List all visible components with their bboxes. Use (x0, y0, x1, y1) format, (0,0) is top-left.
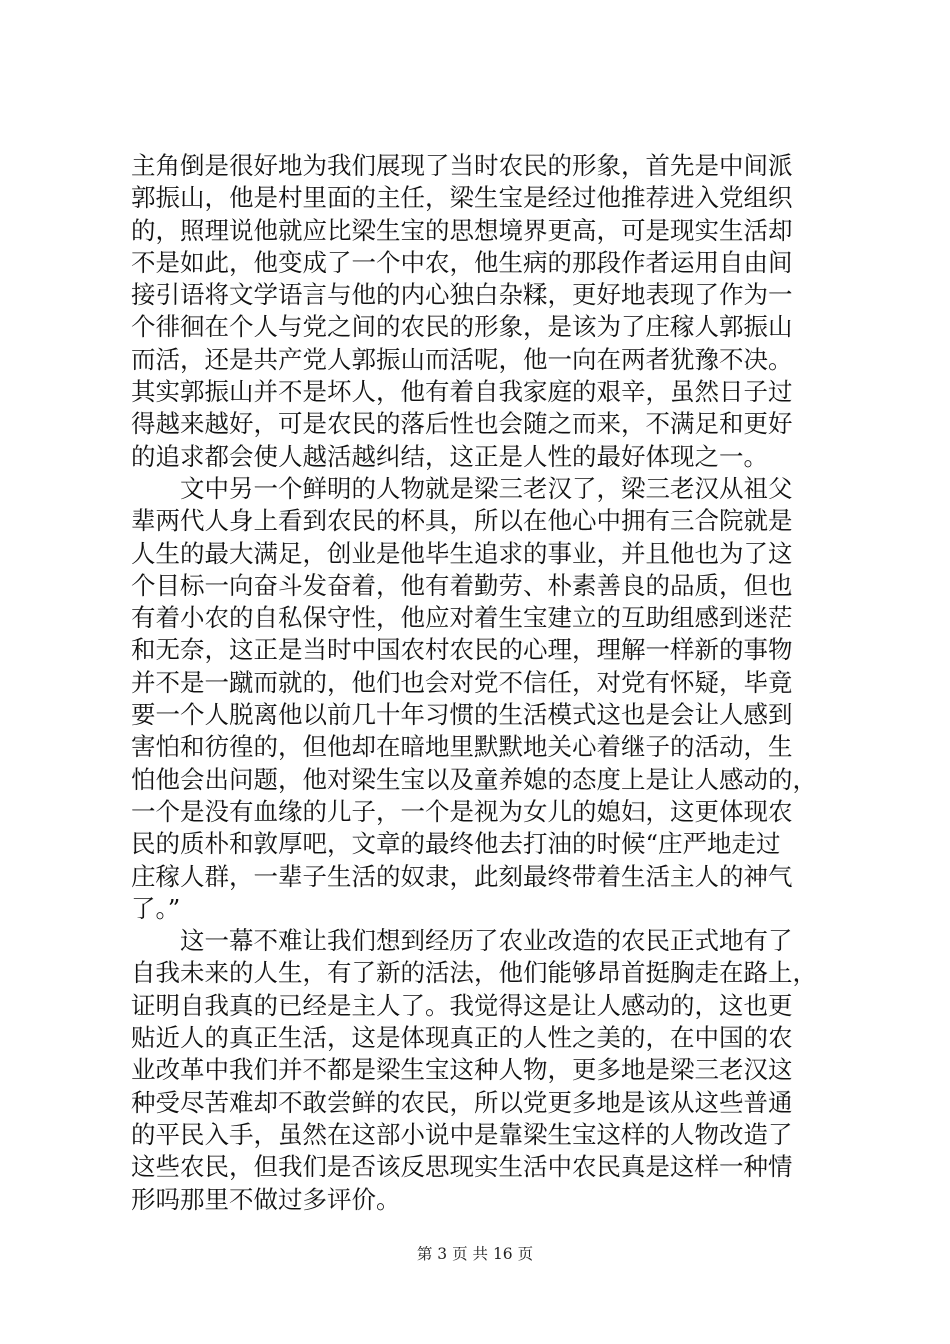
text-line: 的追求都会使人越活越纠结，这正是人性的最好体现之一。 (131, 441, 768, 471)
text-line: 郭振山，他是村里面的主任，梁生宝是经过他推荐进入党组织 (131, 183, 793, 213)
paragraph (131, 150, 831, 473)
text-line: 了。” (131, 893, 181, 923)
text-line: 主角倒是很好地为我们展现了当时农民的形象，首先是中间派 (131, 151, 793, 180)
text-line: 和无奈，这正是当时中国农村农民的心理，理解一样新的事物 (131, 635, 793, 665)
text-line: 人生的最大满足，创业是他毕生追求的事业，并且他也为了这 (131, 538, 793, 568)
text-line: 而活，还是共产党人郭振山而活呢，他一向在两者犹豫不决。 (131, 344, 793, 374)
text-line: 这些农民，但我们是否该反思现实生活中农民真是这样一种情 (131, 1152, 793, 1182)
text-line: 个徘徊在个人与党之间的农民的形象，是该为了庄稼人郭振山 (131, 312, 793, 342)
text-line: 的，照理说他就应比梁生宝的思想境界更高，可是现实生活却 (131, 215, 793, 245)
text-line: 接引语将文学语言与他的内心独白杂糅，更好地表现了作为一 (131, 280, 793, 310)
text-line: 这一幕不难让我们想到经历了农业改造的农民正式地有了 (180, 926, 793, 956)
text-line: 证明自我真的已经是主人了。我觉得这是让人感动的，这也更 (131, 990, 793, 1020)
paragraph (131, 473, 831, 925)
text-line: 其实郭振山并不是坏人，他有着自我家庭的艰辛，虽然日子过 (131, 377, 793, 407)
page-footer: 第 3 页 共 16 页 (416, 1245, 534, 1263)
text-line: 贴近人的真正生活，这是体现真正的人性之美的，在中国的农 (131, 1023, 793, 1053)
text-line: 文中另一个鲜明的人物就是梁三老汉了，梁三老汉从祖父 (180, 473, 793, 503)
text-line: 不是如此，他变成了一个中农，他生病的那段作者运用自由间 (131, 247, 793, 277)
text-line: 个目标一向奋斗发奋着，他有着勤劳、朴素善良的品质，但也 (131, 570, 793, 600)
text-line: 自我未来的人生，有了新的活法，他们能够昂首挺胸走在路上， (131, 958, 817, 988)
text-line: 有着小农的自私保守性，他应对着生宝建立的互助组感到迷茫 (131, 603, 793, 633)
text-line: 民的质朴和敦厚吧，文章的最终他去打油的时候“庄严地走过 (131, 829, 781, 859)
document-body (131, 150, 831, 1216)
text-line: 怕他会出问题，他对梁生宝以及童养媳的态度上是让人感动的， (131, 764, 817, 794)
text-line: 庄稼人群，一辈子生活的奴隶，此刻最终带着生活主人的神气 (131, 861, 793, 891)
text-line: 并不是一蹴而就的，他们也会对党不信任，对党有怀疑，毕竟 (131, 667, 793, 697)
text-line: 一个是没有血缘的儿子，一个是视为女儿的媳妇，这更体现农 (131, 796, 793, 826)
text-line: 种受尽苦难却不敢尝鲜的农民，所以党更多地是该从这些普通 (131, 1087, 793, 1117)
text-line: 得越来越好，可是农民的落后性也会随之而来，不满足和更好 (131, 409, 793, 439)
text-line: 辈两代人身上看到农民的杯具，所以在他心中拥有三合院就是 (131, 506, 793, 536)
text-line: 业改革中我们并不都是梁生宝这种人物，更多地是梁三老汉这 (131, 1055, 793, 1085)
text-line: 的平民入手，虽然在这部小说中是靠梁生宝这样的人物改造了 (131, 1119, 793, 1149)
text-line: 害怕和彷徨的，但他却在暗地里默默地关心着继子的活动，生 (131, 732, 793, 762)
text-line: 形吗那里不做过多评价。 (131, 1184, 401, 1214)
paragraph (131, 925, 831, 1216)
text-line: 要一个人脱离他以前几十年习惯的生活模式这也是会让人感到 (131, 700, 793, 730)
